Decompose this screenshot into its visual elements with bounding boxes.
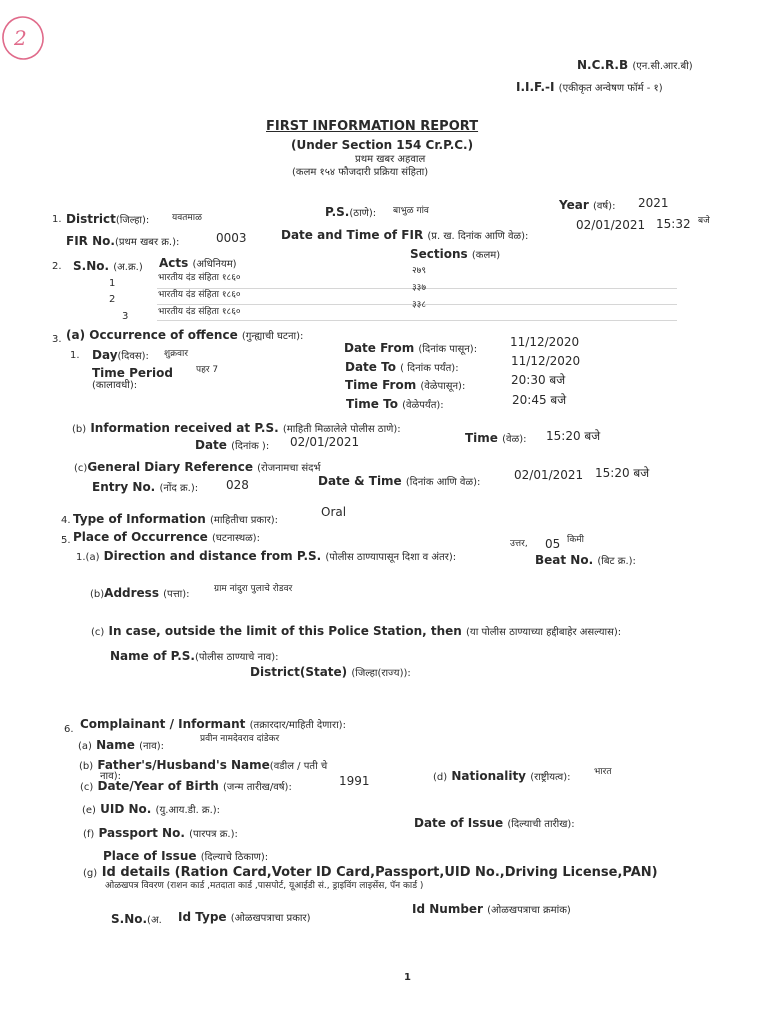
year-value: 2021 [638,196,669,210]
info-date-label: Date (दिनांक ): [195,438,270,452]
time-period-value: पहर 7 [196,365,219,375]
title-hindi-2: (कलम १५४ फौजदारी प्रक्रिया संहिता) [292,167,429,178]
s1-num: 1. [52,214,62,225]
year-label: Year (वर्ष): [559,198,616,212]
act-row-1-act: भारतीय दंड संहिता १८६० [158,273,241,283]
name-value: प्रवीन नामदेवराव दांडेकर [200,734,280,744]
s2-num: 2. [52,261,62,272]
fir-no-value: 0003 [216,231,247,245]
beat-no-label: Beat No. (बिट क्र.): [535,553,636,567]
info-type-value: Oral [321,505,347,519]
info-time-value: 15:20 बजे [546,429,601,443]
handwritten-circle-mark [0,12,48,64]
ncrb-label: N.C.R.B (एन.सी.आर.बी) [577,58,693,72]
dob-label: (c) Date/Year of Birth (जन्म तारीख/वर्ष): [80,779,292,793]
gd-date-value: 02/01/2021 [514,468,584,482]
s5-num: 5. [61,535,71,546]
act-row-2-section: ३३७ [412,283,427,293]
act-row-3-section: ३३८ [412,300,427,310]
time-period-label-hi: (कालावधी): [92,380,138,391]
nationality-value: भारत [594,767,612,777]
time-to-label: Time To (वेळेपर्यंत): [346,397,444,411]
time-period-label: Time Period [92,366,173,380]
page-subtitle: (Under Section 154 Cr.P.C.) [291,138,474,152]
s3-num: 3. [52,334,62,345]
entry-no-value: 028 [226,478,249,492]
id-col-number: Id Number (ओळखपत्राचा क्रमांक) [412,902,571,916]
date-from-value: 11/12/2020 [510,335,580,349]
date-of-issue-label: Date of Issue (दिल्याची तारीख): [414,816,575,830]
time-from-value: 20:30 बजे [511,373,566,387]
id-details-label-hi: ओळखपत्र विवरण (राशन कार्ड ,मतदाता कार्ड ,पासपोर्ट, यूआईडी सं., ड्राइविंग लाइसेंस, पॅन कार्ड ) [105,881,424,891]
act-row-3-act: भारतीय दंड संहिता १८६० [158,307,241,317]
ps-label: P.S.(ठाणे): [325,205,377,219]
corner-mark-text: 2 [14,26,27,50]
direction-label: 1.(a) Direction and distance from P.S. (पोलीस ठाण्यापासून दिशा व अंतर): [76,549,457,563]
fir-time-value: 15:32 [656,217,691,231]
info-date-value: 02/01/2021 [290,435,360,449]
ps-value: बाभुळ गांव [393,206,429,216]
complainant-label: Complainant / Informant (तक्रारदार/माहिती देणारा): [80,717,346,731]
acts-header: Acts (अधिनियम) [159,256,237,270]
id-details-label: (g) Id details (Ration Card,Voter ID Card,Passport,UID No.,Driving License,PAN) [83,865,658,880]
district-label: District(जिल्हा): [66,212,150,226]
fir-date-value: 02/01/2021 [576,218,646,232]
outside-limit-label: (c) In case, outside the limit of this Police Station, then (या पोलीस ठाण्याच्या हद्दीबाहेर असल्यास): [91,624,622,638]
act-row-2-act: भारतीय दंड संहिता १८६० [158,290,241,300]
act-row-1-sno: 1 [109,278,116,289]
passport-label: (f) Passport No. (पारपत्र क्र.): [83,826,238,840]
address-value: ग्राम नांदुरा पुलाचे रोडवर [214,584,293,594]
district-state-label: District(State) (जिल्हा(राज्य)): [250,665,411,679]
gd-reference-label: (c)General Diary Reference (रोजनामचा संदर्भ [74,460,321,474]
info-time-label: Time (वेळ): [465,431,527,445]
iif-label: I.I.F.-I (एकीकृत अन्वेषण फॉर्म - १) [516,80,663,94]
date-to-value: 11/12/2020 [511,354,581,368]
fir-no-label: FIR No.(प्रथम खबर क्र.): [66,234,180,248]
name-label: (a) Name (नाव): [78,738,164,752]
gd-time-value: 15:20 बजे [595,466,650,480]
page-number: 1 [404,972,411,983]
district-value: यवतमाळ [172,213,202,223]
dob-value: 1991 [339,774,370,788]
sno-header: S.No. (अ.क्र.) [73,259,143,273]
id-col-type: Id Type (ओळखपत्राचा प्रकार) [178,910,311,924]
fir-time-unit: बजे [698,216,710,226]
time-from-label: Time From (वेळेपासून): [345,378,466,392]
father-name-label-hi: नाव): [100,771,121,782]
day-label: Day(दिवस): [92,348,149,362]
date-to-label: Date To ( दिनांक पर्यंत): [345,360,459,374]
uid-label: (e) UID No. (यु.आय.डी. क्र.): [82,802,221,816]
info-type-label: Type of Information (माहितीचा प्रकार): [73,512,279,526]
entry-no-label: Entry No. (नोंद क्र.): [92,480,199,494]
distance-unit: किमी [567,535,584,545]
id-col-sno: S.No.(अ. [111,912,162,926]
act-row-1-section: २७९ [412,266,427,276]
fir-datetime-label: Date and Time of FIR (प्र. ख. दिनांक आणि वेळ): [281,228,529,242]
place-label: Place of Occurrence (घटनास्थळ): [73,530,260,544]
gd-datetime-label: Date & Time (दिनांक आणि वेळ): [318,474,481,488]
page-title: FIRST INFORMATION REPORT [266,119,479,134]
day-value: शुक्रवार [164,349,189,359]
title-hindi: प्रथम खबर अहवाल [355,154,426,165]
nationality-label: (d) Nationality (राष्ट्रीयत्व): [433,769,571,783]
date-from-label: Date From (दिनांक पासून): [344,341,478,355]
act-row-divider [157,320,677,321]
direction-value: उत्तर, [510,539,528,549]
place-of-issue-label: Place of Issue (दिल्याचे ठिकाण): [103,849,269,863]
act-row-3-sno: 3 [122,311,129,322]
day-num: 1. [70,350,80,361]
info-received-label: (b) Information received at P.S. (माहिती मिळालेले पोलीस ठाणे): [72,421,401,435]
father-name-label: (b) Father's/Husband's Name(वडील / पती चे [79,758,328,772]
s4-num: 4. [61,515,71,526]
distance-value: 05 [545,537,561,551]
ps-name-label: Name of P.S.(पोलीस ठाण्याचे नाव): [110,649,279,663]
act-row-2-sno: 2 [109,294,116,305]
occurrence-label: (a) Occurrence of offence (गुन्ह्याची घटना): [66,328,304,342]
s6-num: 6. [64,724,74,735]
address-label: (b)Address (पत्ता): [90,586,190,600]
time-to-value: 20:45 बजे [512,393,567,407]
sections-header: Sections (कलम) [410,247,501,261]
